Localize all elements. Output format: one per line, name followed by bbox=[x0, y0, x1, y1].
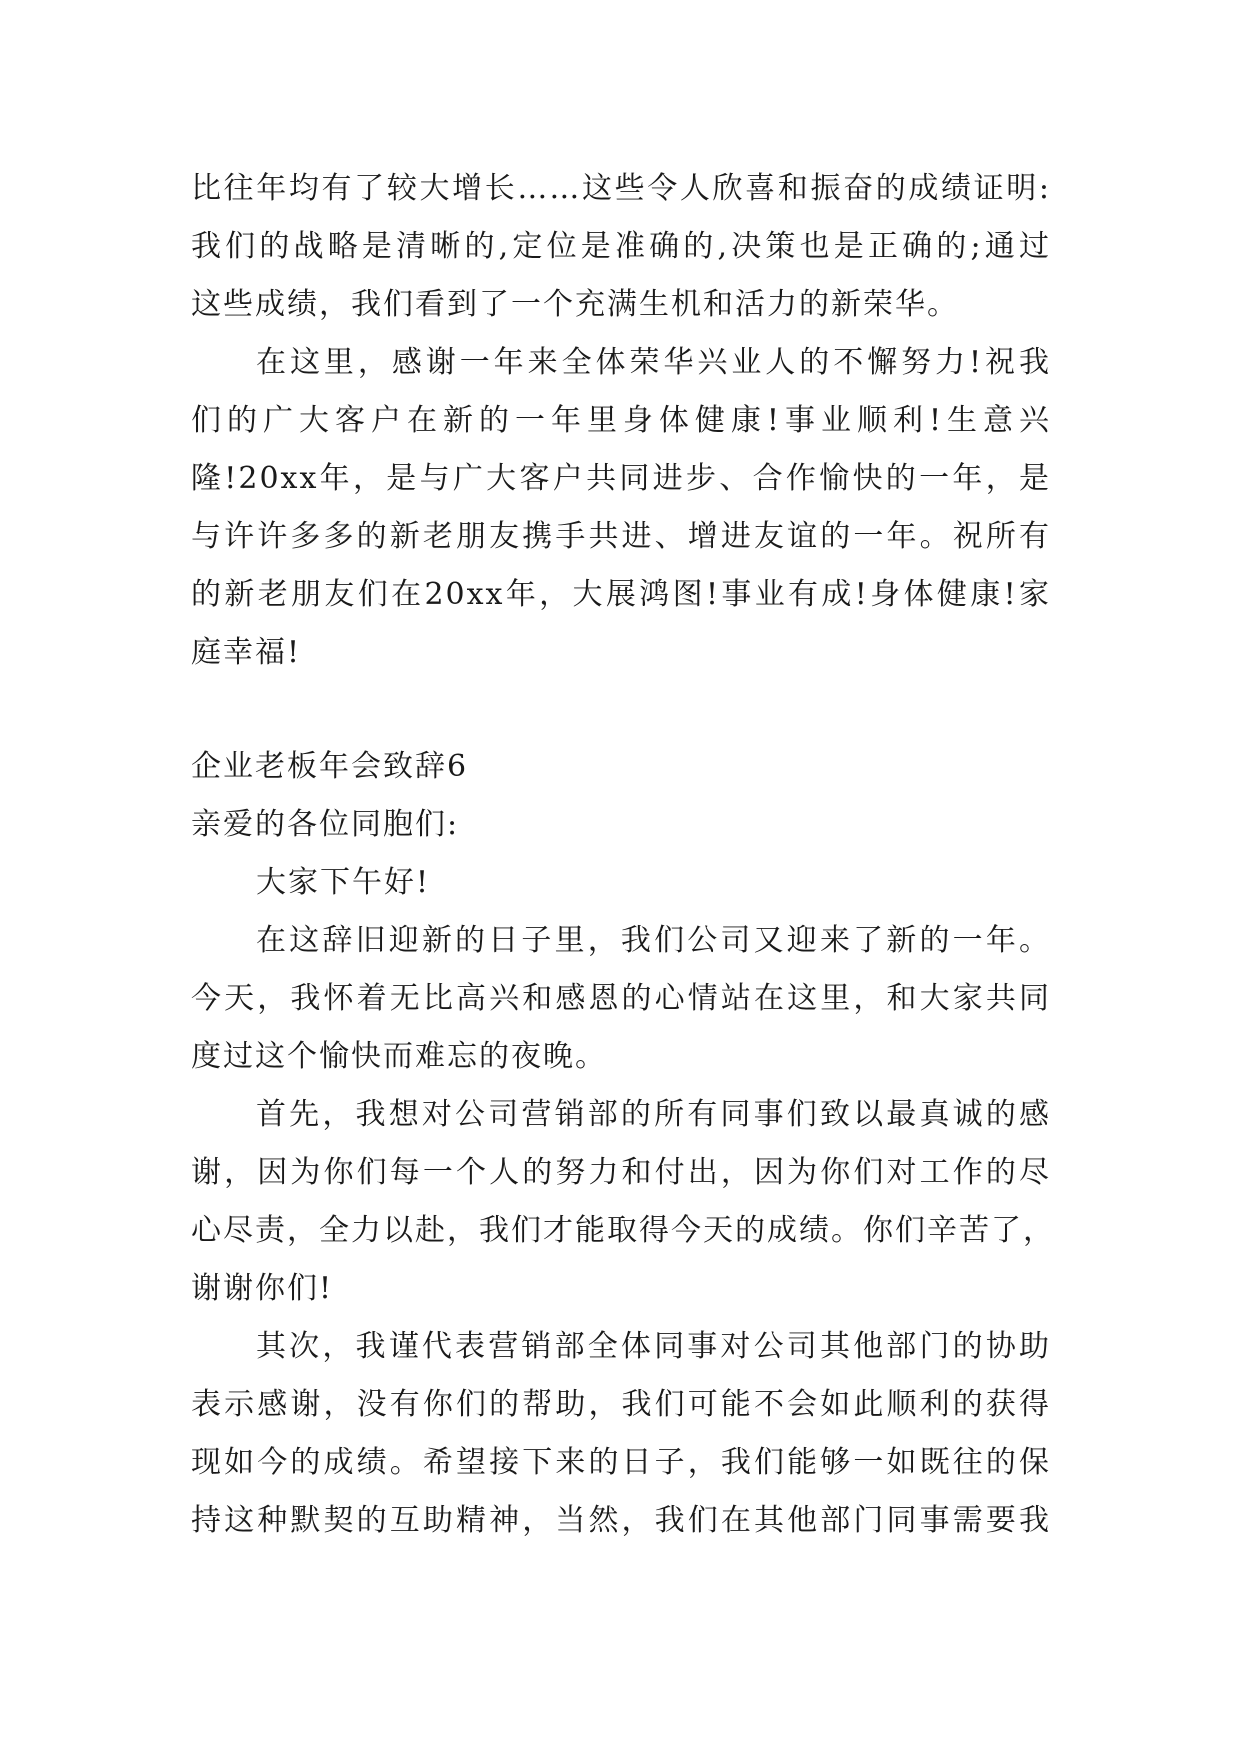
paragraph-4 bbox=[191, 1086, 1055, 1318]
text-line: 首先，我想对公司营销部的所有同事们致以最真诚的感 bbox=[256, 1097, 1051, 1132]
text-line: 现如今的成绩。希望接下来的日子，我们能够一如既往的保 bbox=[191, 1445, 1051, 1480]
text-line: 的新老朋友们在20xx年，大展鸿图!事业有成!身体健康!家 bbox=[191, 577, 1051, 612]
text-line: 谢，因为你们每一个人的努力和付出，因为你们对工作的尽 bbox=[191, 1155, 1051, 1190]
text-line: 持这种默契的互助精神，当然，我们在其他部门同事需要我 bbox=[191, 1503, 1051, 1538]
text-line: 这些成绩，我们看到了一个充满生机和活力的新荣华。 bbox=[191, 287, 959, 322]
document-page bbox=[191, 160, 1055, 1550]
text-line: 表示感谢，没有你们的帮助，我们可能不会如此顺利的获得 bbox=[191, 1387, 1051, 1422]
salutation: 亲爱的各位同胞们: bbox=[191, 807, 460, 842]
text-line: 比往年均有了较大增长……这些令人欣喜和振奋的成绩证明: bbox=[191, 171, 1051, 206]
section-title: 企业老板年会致辞6 bbox=[191, 749, 469, 784]
text-line: 我们的战略是清晰的,定位是准确的,决策也是正确的;通过 bbox=[191, 229, 1051, 264]
text-line: 其次，我谨代表营销部全体同事对公司其他部门的协助 bbox=[256, 1329, 1051, 1364]
text-line: 与许许多多的新老朋友携手共进、增进友谊的一年。祝所有 bbox=[191, 519, 1051, 554]
paragraph-2 bbox=[191, 334, 1051, 682]
text-line: 在这里，感谢一年来全体荣华兴业人的不懈努力!祝我 bbox=[256, 345, 1051, 380]
text-line: 们的广大客户在新的一年里身体健康!事业顺利!生意兴 bbox=[191, 403, 1051, 438]
text-line: 心尽责，全力以赴，我们才能取得今天的成绩。你们辛苦了， bbox=[191, 1213, 1055, 1248]
text-line: 度过这个愉快而难忘的夜晚。 bbox=[191, 1039, 607, 1074]
paragraph-5 bbox=[191, 1318, 1051, 1550]
text-line: 庭幸福! bbox=[191, 635, 302, 670]
text-line: 今天，我怀着无比高兴和感恩的心情站在这里，和大家共同 bbox=[191, 981, 1051, 1016]
section-gap bbox=[191, 682, 1051, 738]
text-line: 在这辞旧迎新的日子里，我们公司又迎来了新的一年。 bbox=[256, 923, 1051, 958]
text-line: 谢谢你们! bbox=[191, 1271, 334, 1306]
paragraph-3 bbox=[191, 912, 1051, 1086]
greeting: 大家下午好! bbox=[256, 865, 431, 900]
text-line: 隆!20xx年，是与广大客户共同进步、合作愉快的一年，是 bbox=[191, 461, 1051, 496]
paragraph-1 bbox=[191, 160, 1051, 334]
